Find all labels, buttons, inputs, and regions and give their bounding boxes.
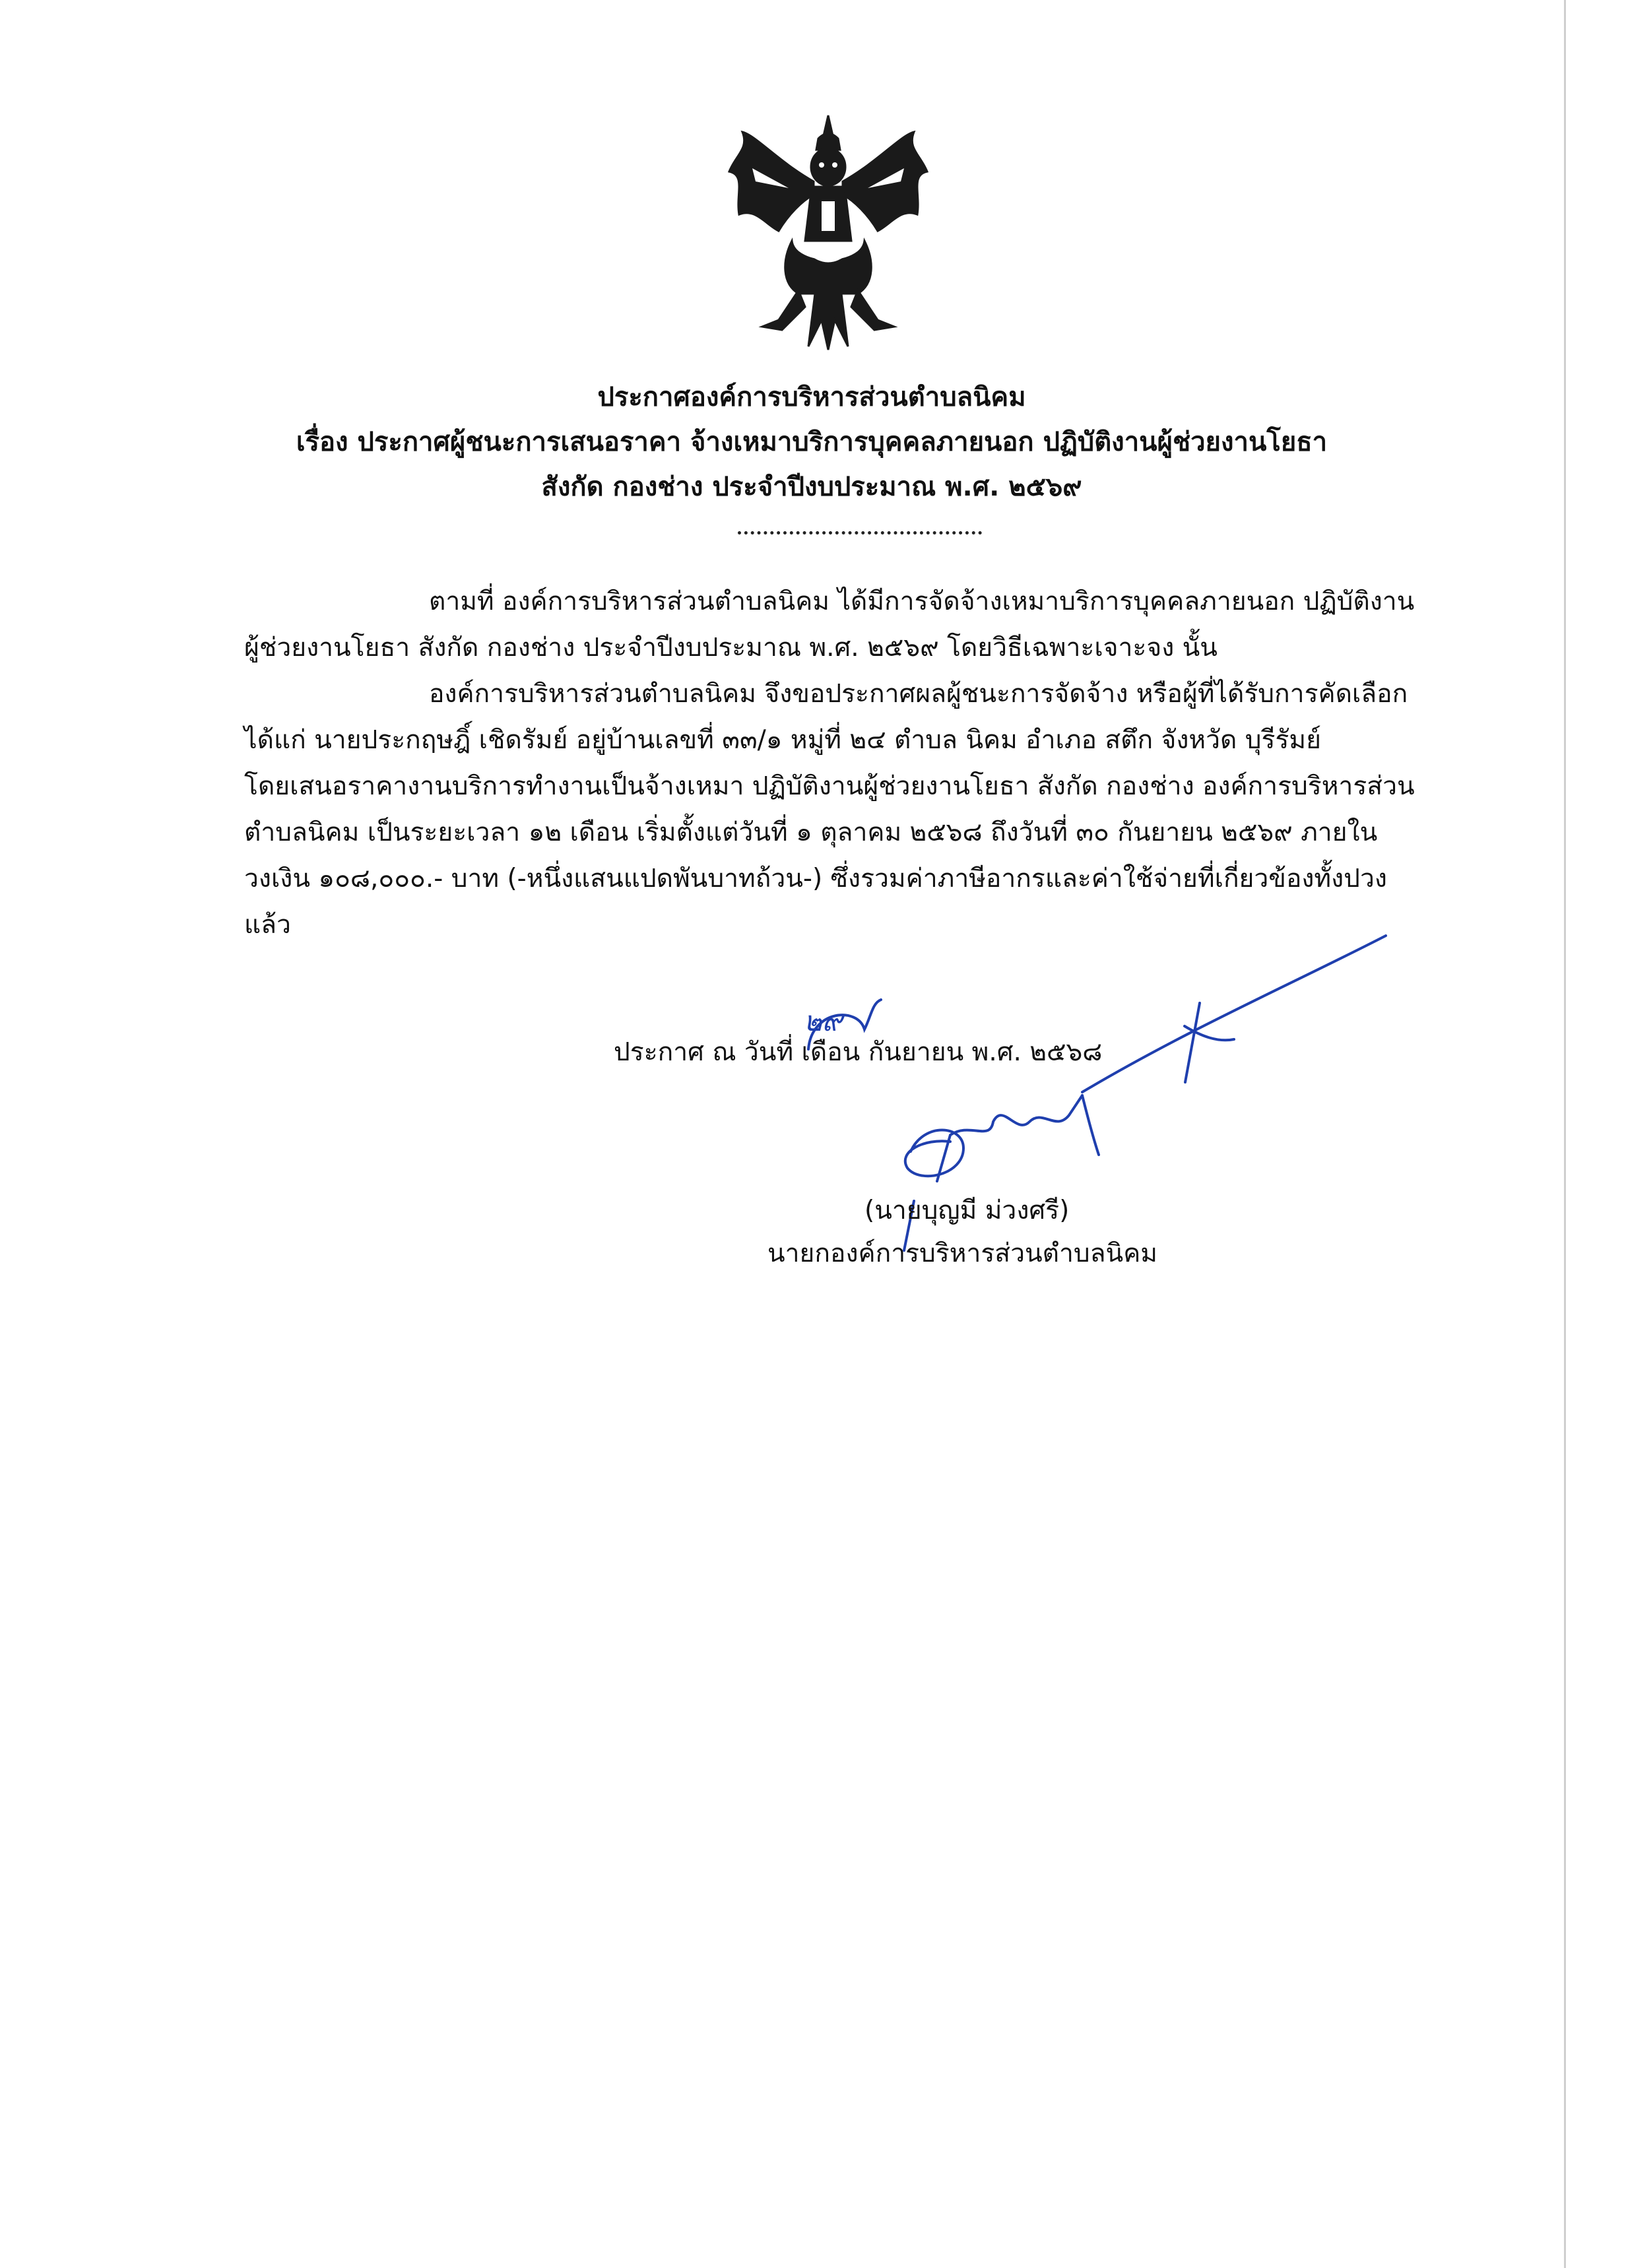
announcement-heading xyxy=(198,375,1425,509)
signatory-name: (นายบุญมี ม่วงศรี) xyxy=(864,1196,1070,1225)
paragraph-2-line-6: แล้ว xyxy=(244,910,291,940)
paragraph-1-line-1: ตามที่ องค์การบริหารส่วนตำบลนิคม ได้มีการจัดจ้างเหมาบริการบุคคลภายนอก ปฏิบัติงาน xyxy=(429,587,1415,616)
handwritten-day: ๒๙ xyxy=(804,1005,843,1037)
page-edge-line xyxy=(1564,0,1566,2268)
paragraph-1-line-2: ผู้ช่วยงานโยธา สังกัด กองช่าง ประจำปีงบประมาณ พ.ศ. ๒๕๖๙ โดยวิธีเฉพาะเจาะจง นั้น xyxy=(244,633,1218,663)
signatory-position: นายกองค์การบริหารส่วนตำบลนิคม xyxy=(767,1239,1157,1268)
paragraph-2-line-3: โดยเสนอราคางานบริการทำงานเป็นจ้างเหมา ปฏิบัติงานผู้ช่วยงานโยธา สังกัด กองช่าง องค์การบริหารส่วน xyxy=(244,771,1415,801)
heading-subject-line: เรื่อง ประกาศผู้ชนะการเสนอราคา จ้างเหมาบริการบุคคลภายนอก ปฏิบัติงานผู้ช่วยงานโยธา xyxy=(296,427,1328,457)
heading-org-line: ประกาศองค์การบริหารส่วนตำบลนิคม xyxy=(597,382,1026,412)
paragraph-2-line-2: ได้แก่ นายประกฤษฎิ์ เชิดรัมย์ อยู่บ้านเลขที่ ๓๓/๑ หมู่ที่ ๒๔ ตำบล นิคม อำเภอ สตึก จังหวัด บุรีรัมย์ xyxy=(244,725,1321,755)
paragraph-2-line-4: ตำบลนิคม เป็นระยะเวลา ๑๒ เดือน เริ่มตั้งแต่วันที่ ๑ ตุลาคม ๒๕๖๘ ถึงวันที่ ๓๐ กันยายน ๒๕๖๙ ภายใน xyxy=(244,818,1378,847)
heading-department-line: สังกัด กองช่าง ประจำปีงบประมาณ พ.ศ. ๒๕๖๙ xyxy=(541,472,1082,502)
dotted-separator xyxy=(738,531,982,538)
paragraph-2-line-5: วงเงิน ๑๐๘,๐๐๐.- บาท (-หนึ่งแสนแปดพันบาทถ้วน-) ซึ่งรวมค่าภาษีอากรและค่าใช้จ่ายที่เกี่ยวข้องทั้งปวง xyxy=(244,864,1387,893)
garuda-emblem xyxy=(716,109,940,353)
paragraph-2-line-1: องค์การบริหารส่วนตำบลนิคม จึงขอประกาศผลผู้ชนะการจัดจ้าง หรือผู้ที่ได้รับการคัดเลือก xyxy=(429,679,1408,709)
announcement-date: ประกาศ ณ วันที่ เดือน กันยายน พ.ศ. ๒๕๖๘ xyxy=(614,1037,1103,1067)
